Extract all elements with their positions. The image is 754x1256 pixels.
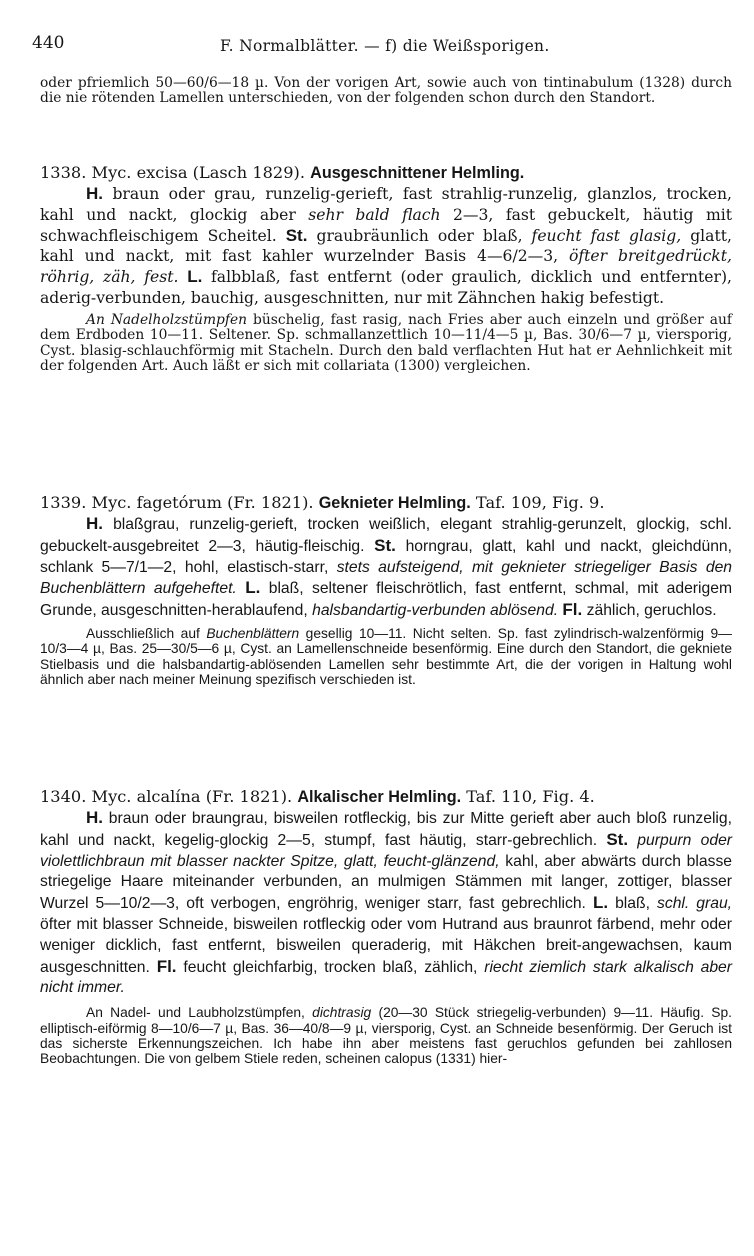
hut-text-1: braun oder grau, runzelig-gerieft, fast strahlig-runzelig, glanzlos, trocken, kahl und nackt, glockig aber — [40, 185, 732, 224]
note-text-2: (20—30 Stück striegelig-verbunden) 9—11. Häufig. Sp. elliptisch-eiförmig 8—10/6—7 µ, Bas. 36—40/8—9 µ, viersporig, Cyst. an Schneide besenförmig. Der Geruch ist das sicherste Erkennungszeichen. Ich habe ihn aber meistens fast geruchlos gefunden bei zahllosen Beobachtungen. Die von gelbem Stiele reden, scheinen calopus (1331) hier- — [40, 1005, 732, 1067]
note-text-2: gesellig 10—11. Nicht selten. Sp. fast zylindrisch-walzenförmig 9—10/3—4 µ, Bas. 25—30/5—6 µ, Cyst. an Lamellenschneide besenförmig. Eine durch den Standort, die gekniete Stielbasis und die halsbandartig-ablösenden Lamellen sehr bestimmte Art, die der vorigen in Haltung wohl ähnlich aber nach meiner Meinung spezifisch verschieden ist. — [40, 625, 732, 688]
description — [40, 808, 732, 999]
hut-text-2: 2—3, fast gebuckelt, häutig mit schwachfleischigem Scheitel. — [40, 205, 732, 245]
german-name: Alkalischer Helmling. — [297, 788, 462, 806]
note-text-1: An Nadel- und Laubholzstümpfen, — [86, 1005, 305, 1021]
hut-label: H. — [86, 808, 103, 827]
entry-number: 1339. — [40, 493, 87, 512]
lamellen-label: L. — [245, 578, 261, 598]
entry-heading — [40, 162, 732, 184]
entry-number: 1340. — [40, 787, 87, 806]
stiel-label: St. — [606, 829, 629, 849]
fleisch-label: Fl. — [156, 956, 177, 976]
fleisch-label: Fl. — [562, 600, 583, 620]
note-italic: dichtrasig — [312, 1005, 372, 1021]
page-number: 440 — [32, 33, 65, 53]
fleisch-text: zählich, geruchlos. — [586, 602, 717, 620]
running-title: F. Normalblätter. — f) die Weißsporigen. — [220, 37, 550, 55]
plate-ref: Taf. 110, Fig. 4. — [466, 787, 595, 806]
stiel-label: St. — [285, 225, 308, 245]
entry-heading — [40, 492, 732, 514]
stiel-italic-1: feucht fast glasig, — [531, 226, 682, 245]
hut-italic: sehr bald flach — [308, 205, 441, 224]
lamellen-text-1: blaß, — [615, 895, 650, 913]
note-text: büschelig, fast rasig, nach Fries aber auch einzeln und größer auf dem Erdboden 10—11. Seltener. Sp. schmallanzettlich 10—11/4—5 µ, Bas. 30/6—7 µ, viersporig, Cyst. blasig-schlauchförmig mit Stacheln. Durch den bald verflachten Hut hat er Aehnlichkeit mit der folgenden Art. Auch läßt er sich mit collariata (1300) vergleichen. — [40, 311, 733, 374]
stiel-text-1: graubräunlich oder blaß, — [316, 226, 523, 245]
plate-ref: Taf. 109, Fig. 9. — [475, 493, 605, 512]
stiel-text: kahl, aber abwärts durch blasse striegelige Haare miteinander verbunden, an mulmigen Stämmen mit langer, zottiger, blasser Wurzel 5—10/2—3, oft verbogen, engröhrig, weniger starr, fast gebrechlich. — [40, 852, 733, 913]
description — [40, 514, 732, 622]
entry-1339 — [40, 492, 732, 688]
hut-text: blaßgrau, runzelig-gerieft, trocken weißlich, elegant strahlig-gerunzelt, glockig, schl. gebuckelt-ausgebreitet 2—3, häutig-fleischig. — [40, 516, 733, 555]
german-name: Ausgeschnittener Helmling. — [310, 164, 525, 182]
species-name: Myc. fagetórum — [91, 493, 222, 512]
note-italic: An Nadelholzstümpfen — [86, 311, 248, 328]
note-italic: Buchenblättern — [206, 625, 300, 641]
lamellen-label: L. — [187, 267, 203, 287]
entry-1340 — [40, 786, 732, 1067]
note-text-1: Ausschließlich auf — [86, 625, 200, 641]
german-name: Geknieter Helmling. — [318, 494, 471, 512]
lamellen-text: blaß, seltener fleischrötlich, fast entfernt, schmal, mit aderigem Grunde, ausgeschnitten-herablaufend, — [40, 580, 733, 620]
note — [40, 626, 732, 688]
fleisch-text: feucht gleichfarbig, trocken blaß, zählich, — [183, 958, 478, 976]
species-name: Myc. excisa — [91, 163, 188, 182]
note — [40, 1005, 732, 1067]
stiel-text-2: glatt, kahl und nackt, mit fast kahler wurzelnder Basis 4—6/2—3, — [40, 226, 732, 266]
authority: (Fr. 1821). — [205, 787, 293, 806]
entry-1338 — [40, 162, 732, 374]
lamellen-text: falbblaß, fast entfernt (oder graulich, dicklich und entfernter), aderig-verbunden, bauchig, ausgeschnitten, nur mit Zähnchen hakig befestigt. — [40, 268, 733, 307]
hut-text: braun oder braungrau, bisweilen rotfleckig, bis zur Mitte gerieft aber auch bloß runzelig, kahl und nackt, kegelig-glockig 2—5, stumpf, fast häutig, starr-gebrechlich. — [40, 810, 733, 849]
stiel-italic: stets aufsteigend, mit geknieter striegeliger Basis den Buchenblättern aufgeheftet. — [40, 558, 733, 598]
entry-number: 1338. — [40, 163, 87, 182]
authority: (Fr. 1821). — [227, 493, 314, 512]
stiel-italic-2: öfter breitgedrückt, röhrig, zäh, fest. — [40, 247, 732, 287]
lamellen-text-2: öfter mit blasser Schneide, bisweilen rotfleckig oder vom Hutrand aus braunrot färbend, mehr oder weniger dicklich, fast entfernt, bisweilen queraderig, mit Häkchen breit-angewachsen, kaum ausgeschnitten. — [40, 915, 732, 976]
note — [40, 313, 732, 375]
hut-label: H. — [86, 514, 103, 533]
lamellen-italic: schl. grau, — [657, 895, 733, 913]
fleisch-italic: riecht ziemlich stark alkalisch aber nicht immer. — [40, 958, 733, 997]
authority: (Lasch 1829). — [192, 163, 305, 182]
stiel-label: St. — [374, 535, 396, 555]
stiel-italic: purpurn oder violettlichbraun mit blasser nackter Spitze, glatt, feucht-glänzend, — [40, 831, 733, 870]
species-name: Myc. alcalína — [91, 787, 201, 806]
stiel-text: horngrau, glatt, kahl und nackt, gleichdünn, schlank 5—7/1—2, hohl, elastisch-starr, — [40, 537, 733, 576]
entry-heading — [40, 786, 732, 808]
hut-label: H. — [86, 184, 103, 203]
lamellen-italic: halsbandartig-verbunden ablösend. — [312, 602, 559, 620]
intro-paragraph — [40, 76, 732, 107]
lamellen-label: L. — [592, 893, 609, 913]
description — [40, 184, 732, 309]
intro-text: oder pfriemlich 50—60/6—18 µ. Von der vorigen Art, sowie auch von tintinabulum (1328) durch die nie rötenden Lamellen unterschieden, von der folgenden schon durch den Standort. — [40, 75, 732, 107]
page-header — [32, 33, 732, 59]
